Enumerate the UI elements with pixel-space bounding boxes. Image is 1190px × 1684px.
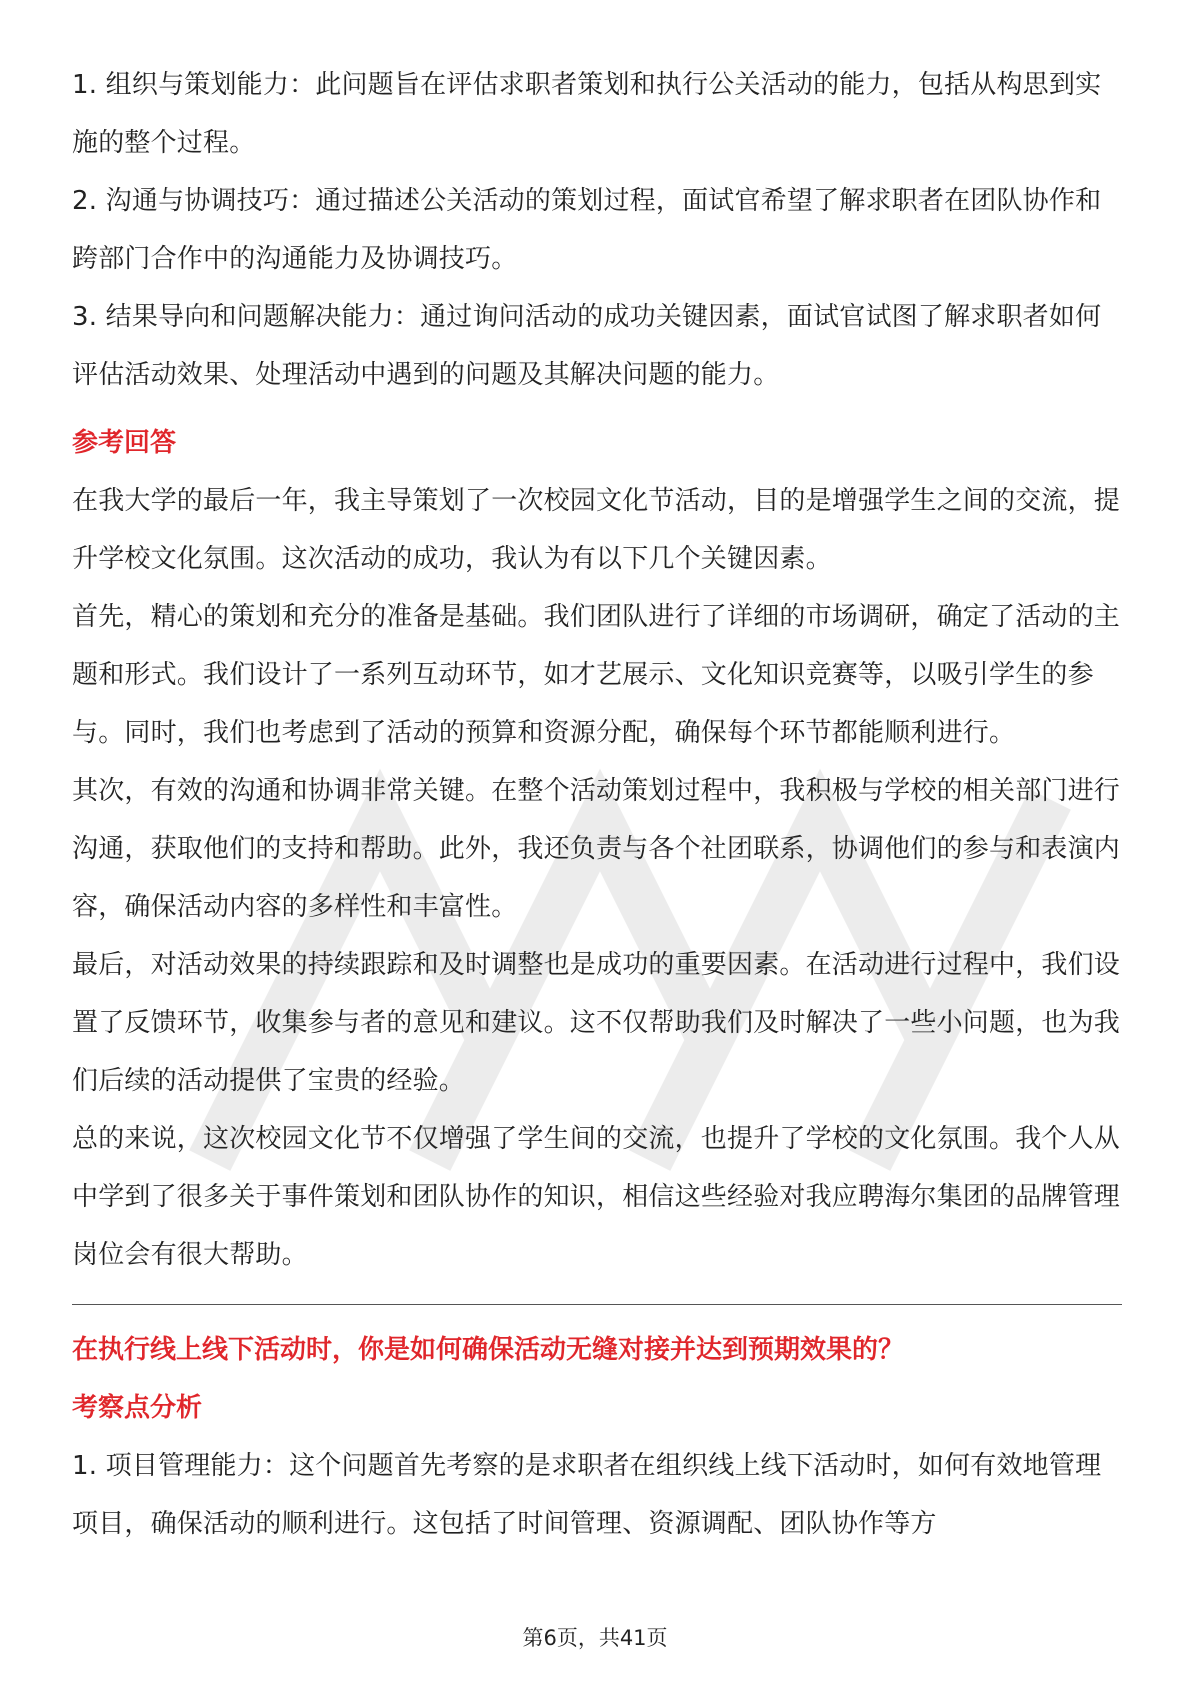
answer-paragraph: 总的来说，这次校园文化节不仅增强了学生间的交流，也提升了学校的文化氛围。我个人从中学到了很多关于事件策划和团队协作的知识，相信这些经验对我应聘海尔集团的品牌管理岗位会有很大帮助。 (72, 1124, 1121, 1270)
analysis-points (72, 1437, 1122, 1553)
interview-question: 在执行线上线下活动时，你是如何确保活动无缝对接并达到预期效果的？ (72, 1335, 905, 1365)
answer-paragraph: 其次，有效的沟通和协调非常关键。在整个活动策划过程中，我积极与学校的相关部门进行沟通，获取他们的支持和帮助。此外，我还负责与各个社团联系，协调他们的参与和表演内容，确保活动内容的多样性和丰富性。 (72, 776, 1121, 922)
section-divider (72, 1304, 1122, 1305)
analysis-point: 1. 项目管理能力：这个问题首先考察的是求职者在组织线上线下活动时，如何有效地管理项目，确保活动的顺利进行。这包括了时间管理、资源调配、团队协作等方 (72, 1451, 1102, 1539)
answer-paragraph: 在我大学的最后一年，我主导策划了一次校园文化节活动，目的是增强学生之间的交流，提升学校文化氛围。这次活动的成功，我认为有以下几个关键因素。 (72, 486, 1121, 574)
page-content (72, 56, 1122, 1553)
reference-answer (72, 472, 1122, 1284)
reference-answer-heading: 参考回答 (72, 428, 177, 458)
answer-paragraph: 首先，精心的策划和充分的准备是基础。我们团队进行了详细的市场调研，确定了活动的主题和形式。我们设计了一系列互动环节，如才艺展示、文化知识竞赛等，以吸引学生的参与。同时，我们也考虑到了活动的预算和资源分配，确保每个环节都能顺利进行。 (72, 602, 1121, 748)
evaluation-point: 3. 结果导向和问题解决能力：通过询问活动的成功关键因素，面试官试图了解求职者如何评估活动效果、处理活动中遇到的问题及其解决问题的能力。 (72, 302, 1102, 390)
answer-paragraph: 最后，对活动效果的持续跟踪和及时调整也是成功的重要因素。在活动进行过程中，我们设置了反馈环节，收集参与者的意见和建议。这不仅帮助我们及时解决了一些小问题，也为我们后续的活动提供了宝贵的经验。 (72, 950, 1121, 1096)
evaluation-point: 1. 组织与策划能力：此问题旨在评估求职者策划和执行公关活动的能力，包括从构思到实施的整个过程。 (72, 70, 1102, 158)
evaluation-point: 2. 沟通与协调技巧：通过描述公关活动的策划过程，面试官希望了解求职者在团队协作和跨部门合作中的沟通能力及协调技巧。 (72, 186, 1102, 274)
analysis-heading: 考察点分析 (72, 1393, 203, 1423)
page-number: 第6页，共41页 (522, 1626, 668, 1650)
evaluation-points (72, 56, 1122, 404)
